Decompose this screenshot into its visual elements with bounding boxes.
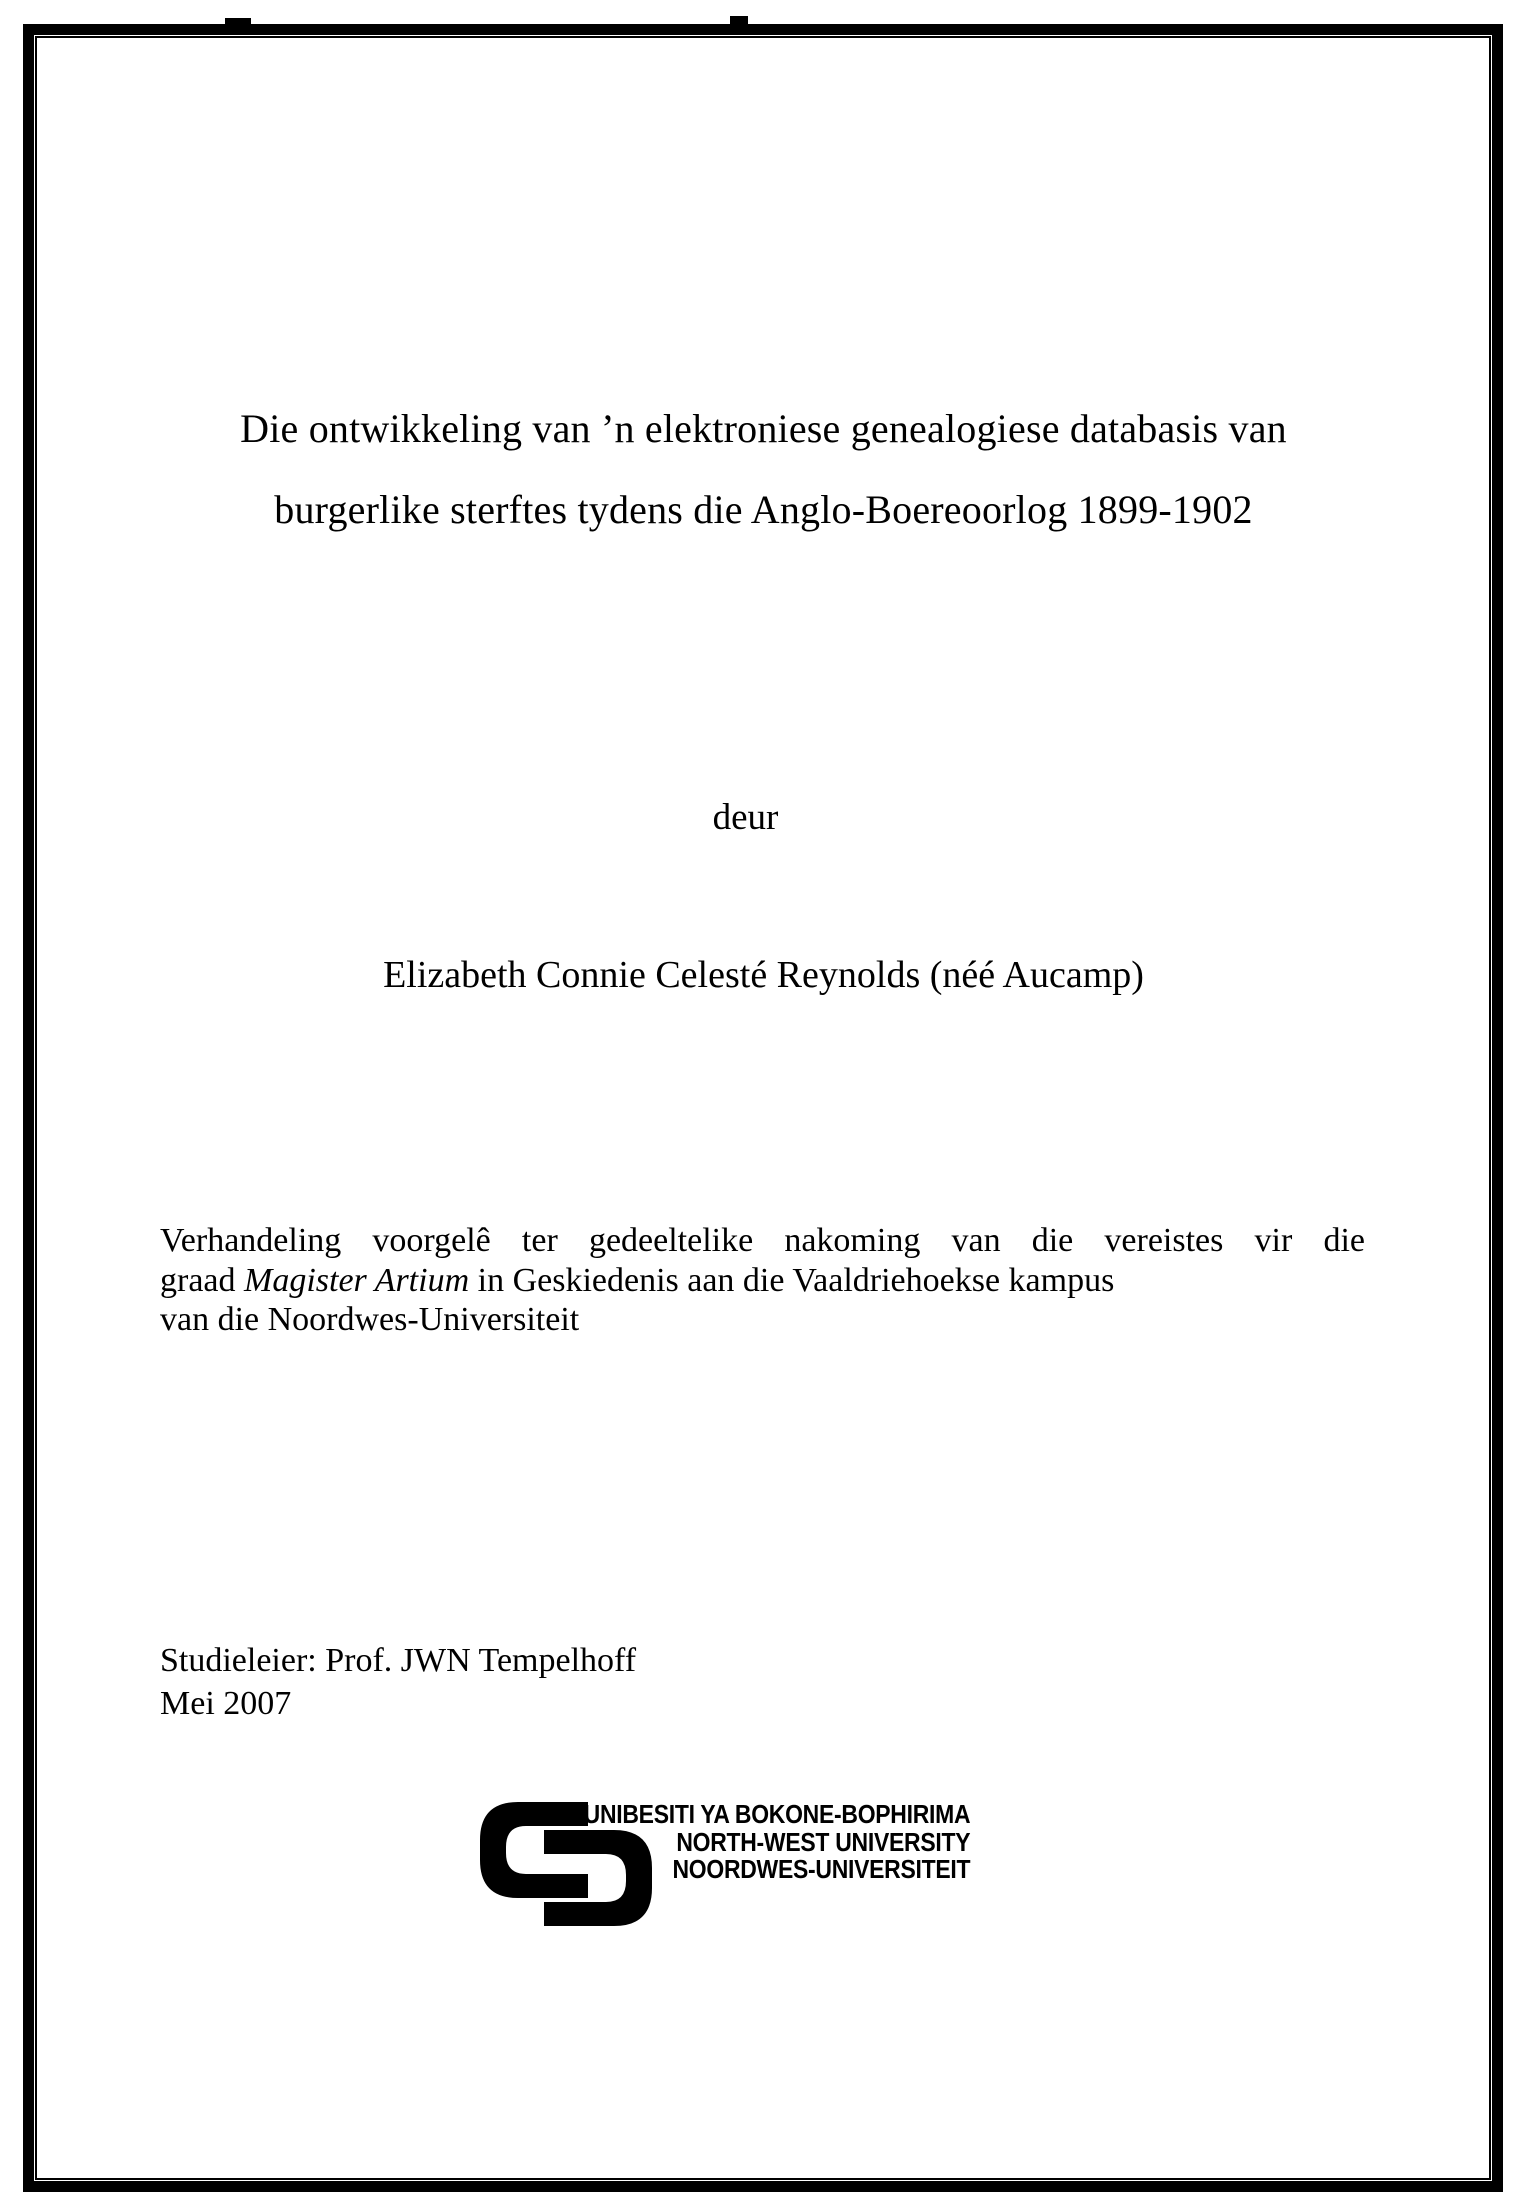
supervisor-block (160, 1639, 636, 1725)
degree-statement-line1: Verhandeling voorgelê ter gedeeltelike nakoming van die vereistes vir die (160, 1222, 1365, 1259)
thesis-title-line2: burgerlike sterftes tydens die Anglo-Boereoorlog 1899-1902 (274, 487, 1253, 532)
date-line: Mei 2007 (160, 1685, 292, 1722)
degree-statement-line2-post: in Geskiedenis aan die Vaaldriehoekse kampus (469, 1261, 1115, 1299)
university-logo-text (568, 1802, 970, 1885)
degree-statement (160, 1221, 1365, 1340)
thesis-title (90, 388, 1437, 550)
logo-text-setswana: YUNIBESITI YA BOKONE-BOPHIRIMA (568, 1801, 970, 1829)
logo-text-english: NORTH-WEST UNIVERSITY (676, 1828, 970, 1857)
degree-name-italic: Magister Artium (244, 1261, 470, 1299)
logo-text-afrikaans: NOORDWES-UNIVERSITEIT (672, 1856, 970, 1884)
degree-statement-line2-pre: graad (160, 1261, 245, 1299)
supervisor-line: Studieleier: Prof. JWN Tempelhoff (160, 1642, 637, 1679)
degree-statement-line2 (160, 1261, 1365, 1301)
scan-artifact (40, 2186, 130, 2192)
scan-artifact (225, 18, 251, 25)
degree-statement-line3: van die Noordwes-Universiteit (160, 1301, 580, 1338)
scan-artifact (730, 16, 748, 25)
byline-label: deur (712, 797, 779, 838)
thesis-title-line1: Die ontwikkeling van ’n elektroniese genealogiese databasis van (240, 406, 1287, 451)
author-name: Elizabeth Connie Celesté Reynolds (néé Aucamp) (383, 954, 1144, 996)
